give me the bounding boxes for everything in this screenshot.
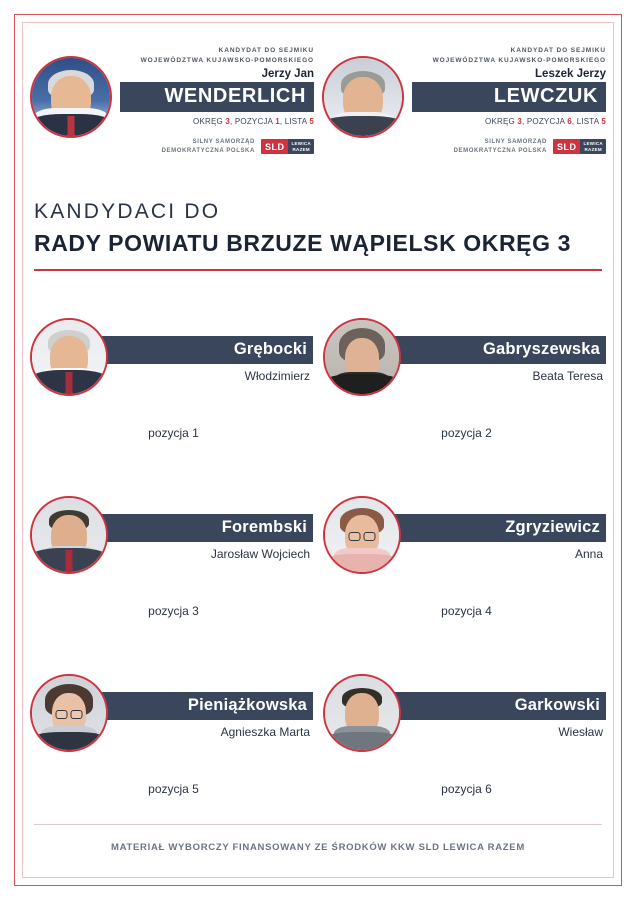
candidate-position: pozycja 2: [441, 426, 492, 440]
candidate-surname: Garkowski: [391, 692, 606, 720]
pozycja-value: 1: [275, 116, 280, 126]
sejmik-candidates-row: [30, 34, 606, 179]
candidate-info: [391, 318, 606, 383]
candidate-surname: Grębocki: [98, 336, 313, 364]
candidate-surname: Zgryziewicz: [391, 514, 606, 542]
council-candidates-grid: [30, 318, 606, 852]
okreg-value: 3: [517, 116, 523, 126]
candidate-okreg-info: OKRĘG 3, POZYCJA 6, LISTA 5: [485, 116, 606, 126]
lewica-line-1: LEWICA: [583, 140, 603, 146]
candidate-surname: Forembski: [98, 514, 313, 542]
party-branding-2: [412, 138, 606, 156]
kandydat-line-2: WOJEWÓDZTWA KUJAWSKO-POMORSKIEGO: [140, 56, 314, 64]
candidate-info: [98, 674, 313, 739]
lewica-line-1: LEWICA: [291, 140, 311, 146]
candidate-given-name: Jarosław Wojciech: [210, 547, 310, 561]
kandydat-line-2: WOJEWÓDZTWA KUJAWSKO-POMORSKIEGO: [432, 56, 606, 64]
page-title: [34, 200, 602, 271]
candidate-given-name: Beata Teresa: [532, 369, 603, 383]
sld-logo: [553, 139, 606, 154]
candidate-header: [323, 496, 606, 574]
avatar: [323, 674, 401, 752]
lista-value: 5: [309, 116, 314, 126]
avatar: [30, 56, 112, 138]
lewica-line-2: RAZEM: [292, 146, 310, 152]
list-item: [30, 496, 313, 674]
candidate-okreg-info: OKRĘG 3, POZYCJA 1, LISTA 5: [193, 116, 314, 126]
title-divider: [34, 269, 602, 271]
portrait-illustration: [325, 320, 399, 394]
candidate-info: [391, 674, 606, 739]
glasses-icon: [56, 710, 83, 719]
okreg-value: 3: [225, 116, 231, 126]
candidate-surname: Pieniążkowska: [98, 692, 313, 720]
page-title-line-1: KANDYDACI DO: [34, 200, 221, 223]
portrait-illustration: [32, 498, 106, 572]
avatar: [30, 496, 108, 574]
kandydat-line-1: KANDYDAT DO SEJMIKU: [218, 47, 314, 54]
portrait-illustration: [32, 58, 110, 136]
candidate-given-name: Agnieszka Marta: [220, 725, 310, 739]
portrait-illustration: [325, 498, 399, 572]
sejmik-candidate-2-text: [404, 34, 606, 156]
glasses-icon: [349, 532, 376, 541]
list-item: [30, 674, 313, 852]
sejmik-candidate-1: [30, 34, 314, 179]
okreg-label: OKRĘG: [193, 116, 223, 126]
okreg-label: OKRĘG: [485, 116, 515, 126]
party-slogan-line-2: DEMOKRATYCZNA POLSKA: [161, 147, 255, 154]
lista-label: LISTA: [576, 116, 599, 126]
candidate-position: pozycja 6: [441, 782, 492, 796]
candidate-header: [323, 674, 606, 752]
candidate-header: [30, 496, 313, 574]
candidate-given-name: Jerzy Jan: [261, 67, 314, 80]
pozycja-value: 6: [567, 116, 572, 126]
party-slogan-line-1: SILNY SAMORZĄD: [484, 138, 547, 145]
party-slogan: [454, 138, 547, 156]
portrait-illustration: [325, 676, 399, 750]
candidate-surname: LEWCZUK: [412, 82, 606, 112]
portrait-illustration: [32, 676, 106, 750]
lewica-razem-logo-text: [288, 139, 314, 154]
lewica-razem-logo-text: [580, 139, 606, 154]
candidate-info: [98, 318, 313, 383]
candidate-header: [323, 318, 606, 396]
candidate-position: pozycja 1: [148, 426, 199, 440]
list-item: [323, 318, 606, 496]
candidate-given-name: Anna: [574, 547, 603, 561]
portrait-illustration: [324, 58, 402, 136]
party-slogan-line-2: DEMOKRATYCZNA POLSKA: [453, 147, 547, 154]
party-slogan-line-1: SILNY SAMORZĄD: [192, 138, 255, 145]
party-branding-1: [120, 138, 314, 156]
candidate-info: [391, 496, 606, 561]
candidate-given-name: Włodzimierz: [244, 369, 310, 383]
candidate-header: [30, 318, 313, 396]
sld-logo-text: SLD: [261, 139, 289, 154]
sld-logo: [261, 139, 314, 154]
candidate-position: pozycja 3: [148, 604, 199, 618]
avatar: [322, 56, 404, 138]
avatar: [323, 318, 401, 396]
sejmik-candidate-2: [322, 34, 606, 179]
footer-disclaimer: MATERIAŁ WYBORCZY FINANSOWANY ZE ŚRODKÓW KKW SLD LEWICA RAZEM: [111, 842, 525, 853]
sld-logo-text: SLD: [553, 139, 581, 154]
candidate-surname: Gabryszewska: [391, 336, 606, 364]
avatar: [323, 496, 401, 574]
candidate-surname: WENDERLICH: [120, 82, 314, 112]
pozycja-label: POZYCJA: [526, 116, 565, 126]
avatar: [30, 674, 108, 752]
candidate-given-name: Wiesław: [558, 725, 603, 739]
lista-label: LISTA: [284, 116, 307, 126]
party-slogan: [162, 138, 255, 156]
list-item: [30, 318, 313, 496]
lewica-line-2: RAZEM: [584, 146, 602, 152]
lista-value: 5: [601, 116, 606, 126]
avatar: [30, 318, 108, 396]
pozycja-label: POZYCJA: [234, 116, 273, 126]
candidate-header: [30, 674, 313, 752]
list-item: [323, 674, 606, 852]
list-item: [323, 496, 606, 674]
page-title-line-2: RADY POWIATU BRZUZE WĄPIELSK OKRĘG 3: [34, 230, 571, 256]
kandydat-line-1: KANDYDAT DO SEJMIKU: [510, 47, 606, 54]
footer-divider: [34, 824, 602, 825]
candidate-position: pozycja 4: [441, 604, 492, 618]
portrait-illustration: [32, 320, 106, 394]
candidate-position: pozycja 5: [148, 782, 199, 796]
candidate-info: [98, 496, 313, 561]
sejmik-candidate-1-text: [112, 34, 314, 156]
candidate-given-name: Leszek Jerzy: [535, 67, 606, 80]
